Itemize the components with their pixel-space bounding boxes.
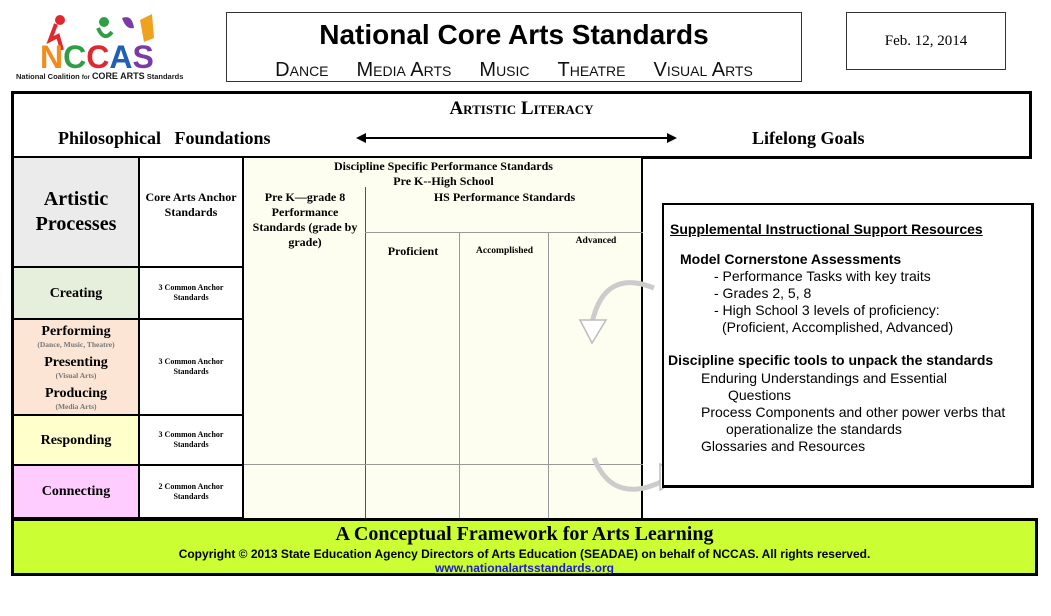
anchor-connecting: 2 Common Anchor Standards — [140, 466, 244, 519]
tools-item: Enduring Understandings and Essential — [701, 370, 947, 386]
footer-banner — [11, 518, 1038, 576]
logo-text: NCCAS — [40, 39, 154, 75]
discipline-list — [227, 59, 801, 82]
supplemental-resources-box — [662, 203, 1034, 488]
process-performing: Performing (Dance, Music, Theatre) Presenting (Visual Arts) Producing (Media Arts) — [14, 320, 140, 416]
artistic-processes-header: Artistic Processes — [14, 158, 140, 268]
philosophical-foundations-label: Philosophical Foundations — [58, 128, 271, 148]
process-responding: Responding — [14, 416, 140, 466]
hs-performance-header: HS Performance Standards — [433, 190, 576, 204]
double-arrow-icon — [354, 128, 679, 148]
model-cornerstone-title: Model Cornerstone Assessments — [680, 251, 902, 267]
anchor-responding: 3 Common Anchor Standards — [140, 416, 244, 466]
supplemental-title: Supplemental Instructional Support Resources — [670, 221, 983, 237]
artistic-literacy-band — [11, 91, 1032, 159]
discipline-media-arts: Media Arts — [356, 59, 452, 81]
discipline-visual-arts: Visual Arts — [653, 59, 753, 81]
discipline-music: Music — [479, 59, 530, 81]
level-proficient: Proficient — [387, 244, 439, 258]
anchor-performing: 3 Common Anchor Standards — [140, 320, 244, 416]
process-connecting: Connecting — [14, 466, 140, 519]
anchor-standards-header: Core Arts Anchor Standards — [140, 158, 244, 268]
process-creating: Creating — [14, 268, 140, 320]
anchor-creating: 3 Common Anchor Standards — [140, 268, 244, 320]
footer-title: A Conceptual Framework for Arts Learning — [335, 523, 714, 545]
tools-item: operationalize the standards — [726, 421, 902, 437]
level-advanced: Advanced — [575, 236, 617, 246]
discipline-theatre: Theatre — [557, 59, 626, 81]
grid-divider — [548, 232, 549, 519]
discipline-tools-title: Discipline specific tools to unpack the standards — [668, 352, 994, 368]
tools-item: Questions — [728, 387, 792, 403]
model-item: - Performance Tasks with key traits — [714, 268, 931, 284]
model-item: - High School 3 levels of proficiency: — [714, 302, 940, 318]
title-box — [226, 12, 802, 82]
discipline-dance: Dance — [275, 59, 329, 81]
discipline-specific-header: Discipline Specific Performance Standards Pre K--High School — [334, 159, 553, 188]
model-item: - Grades 2, 5, 8 — [714, 285, 812, 301]
website-link[interactable]: www.nationalartsstandards.org — [435, 561, 614, 575]
level-accomplished: Accomplished — [476, 246, 533, 256]
prek-grade8-header: Pre K—grade 8 Performance Standards (grade by grade) — [252, 190, 358, 249]
grid-divider — [365, 232, 643, 233]
copyright-text: Copyright © 2013 State Education Agency Directors of Arts Education (SEADAE) on behalf of NCCAS. All rights reserved. — [178, 547, 871, 561]
lifelong-goals-label: Lifelong Goals — [752, 128, 865, 148]
page-title: National Core Arts Standards — [319, 19, 709, 50]
artistic-literacy-title: Artistic Literacy — [449, 98, 594, 119]
logo-tagline: National Coalition for CORE ARTS Standards — [16, 71, 184, 81]
tools-item: Glossaries and Resources — [701, 438, 866, 454]
cycle-arrows-icon — [564, 268, 664, 508]
grid-divider — [459, 232, 460, 519]
standards-grid — [11, 158, 640, 519]
model-item: (Proficient, Accomplished, Advanced) — [722, 319, 954, 335]
tools-item: Process Components and other power verbs that — [701, 404, 1006, 420]
date-box: Feb. 12, 2014 — [846, 12, 1006, 70]
